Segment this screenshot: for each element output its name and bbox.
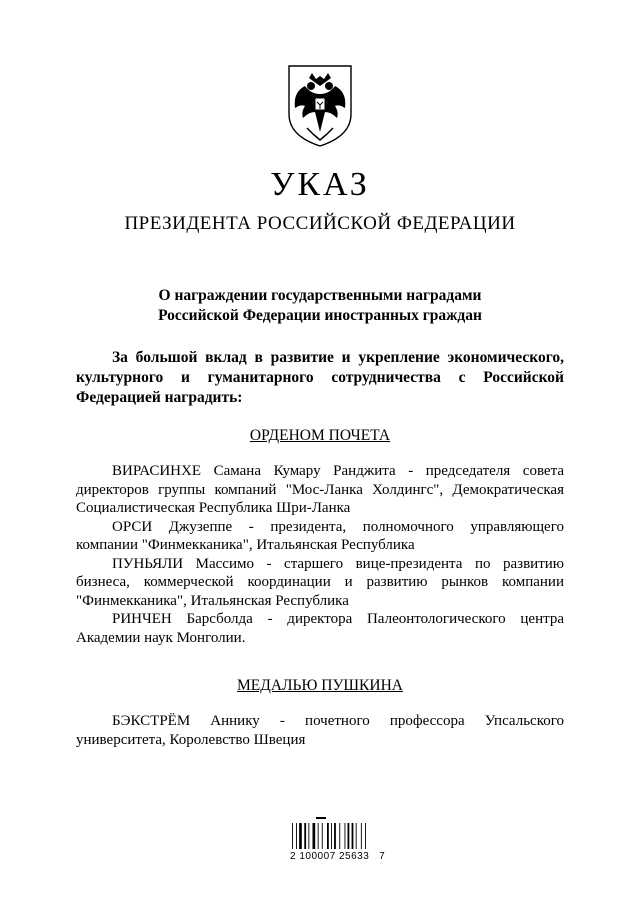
- recipient-entry: БЭКСТРЁМ Аннику - почетного профессора Упсальского университета, Королевство Швеция: [76, 713, 564, 748]
- document-title: УКАЗ: [270, 166, 370, 203]
- recipient-entry: РИНЧЕН Барсболда - директора Палеонтологического центра Академии наук Монголии.: [76, 611, 564, 646]
- heading-line-2: Российской Федерации иностранных граждан: [158, 307, 482, 324]
- decree-preamble: За большой вклад в развитие и укрепление экономического, культурного и гуманитарного сотрудничества с Российской Федерацией наградить:: [76, 349, 564, 406]
- decree-heading: [0, 286, 640, 326]
- award-title-pushkin-medal: МЕДАЛЬЮ ПУШКИНА: [237, 677, 403, 694]
- award-title-order-of-honour: ОРДЕНОМ ПОЧЕТА: [249, 427, 391, 444]
- barcode-number: 2 100007 25633 7: [290, 851, 386, 862]
- heading-line-1: О награждении государственными наградами: [158, 287, 482, 304]
- recipient-entry: ПУНЬЯЛИ Массимо - старшего вице-президента по развитию бизнеса, коммерческой координации и развитию рынков компании "Финмекканика", Итальянская Республика: [76, 555, 564, 609]
- recipient-entry: ОРСИ Джузеппе - президента, полномочного управляющего компании "Финмекканика", Итальянская Республика: [76, 518, 564, 553]
- award-recipients-list: [76, 462, 564, 647]
- document-subtitle: ПРЕЗИДЕНТА РОССИЙСКОЙ ФЕДЕРАЦИИ: [124, 213, 516, 234]
- coat-of-arms-emblem: [283, 62, 357, 148]
- recipient-entry: ВИРАСИНХЕ Самана Кумару Ранджита - председателя совета директоров группы компаний "Мос-Ланка Холдингс", Демократическая Социалистическая Республика Шри-Ланка: [76, 463, 564, 516]
- award-recipients-list: [76, 712, 564, 749]
